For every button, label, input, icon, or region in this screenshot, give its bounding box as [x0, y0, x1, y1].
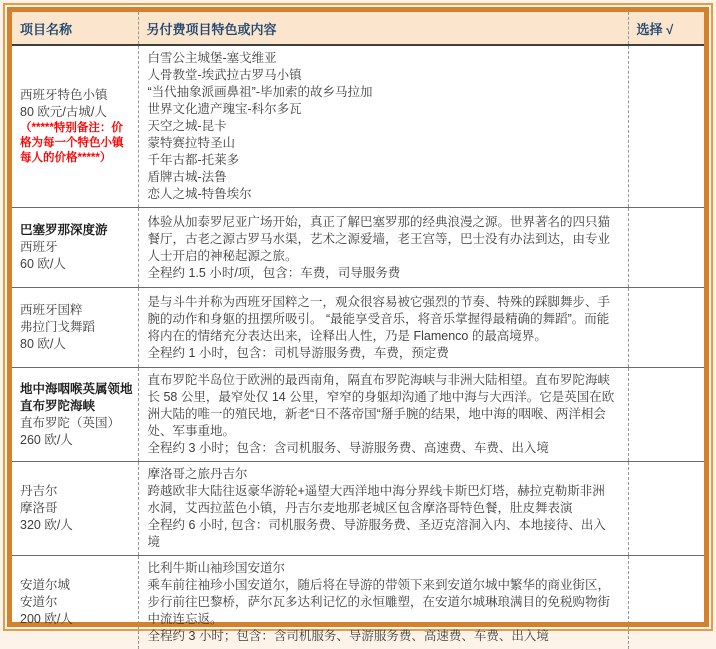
table-row: [12, 556, 704, 649]
content-line: 全程约 1 小时，包含：司机导游服务费，车费，预定费: [148, 345, 616, 362]
content-line: 是与斗牛并称为西班牙国粹之一，观众很容易被它强烈的节奏、特殊的踩脚舞步、手腕的动作和身躯的扭摆所吸引。 “最能享受音乐，将音乐掌握得最精确的舞蹈”。而能将内在的情绪充分表达出来，诠释出人性，乃是 Flamenco 的最高境界。: [148, 294, 616, 345]
content-line: 恋人之城-特鲁埃尔: [148, 186, 616, 203]
table-row: [12, 288, 704, 368]
content-line: “当代抽象派画鼻祖”-毕加索的故乡马拉加: [148, 84, 616, 101]
project-name-line: 80 欧/人: [20, 336, 133, 353]
header-item-content: 另付费项目特色或内容: [138, 12, 628, 45]
content-line: 摩洛哥之旅丹吉尔: [148, 466, 616, 483]
project-name-line: 260 欧/人: [20, 432, 133, 449]
project-content-cell: [138, 208, 628, 288]
project-name-line: 80 欧元/古城/人: [20, 104, 133, 121]
project-name-line: 摩洛哥: [20, 500, 133, 517]
project-content-cell: [138, 462, 628, 556]
project-name-line: 60 欧/人: [20, 256, 133, 273]
content-line: 全程约 3 小时；包含：含司机服务、导游服务费、高速费、车费、出入境: [148, 628, 616, 645]
project-name-line: 西班牙: [20, 239, 133, 256]
content-line: 全程约 3 小时；包含：含司机服务、导游服务费、高速费、车费、出入境: [148, 440, 616, 457]
select-cell[interactable]: [628, 288, 704, 368]
table-row: [12, 368, 704, 462]
project-name-line: 丹吉尔: [20, 483, 133, 500]
project-name-line: 安道尔城: [20, 577, 133, 594]
table-header: [12, 12, 704, 45]
content-line: 乘车前往袖珍小国安道尔，随后将在导游的带领下来到安道尔城中繁华的商业街区，步行前往巴黎桥，萨尔瓦多达利记忆的永恒雕塑，在安道尔城琳琅满目的免税购物街中流连忘返。: [148, 577, 616, 628]
project-content-cell: [138, 556, 628, 649]
content-line: 全程约 6 小时, 包含：司机服务费、导游服务费、圣迈克溶洞入内、本地接待、出入境: [148, 517, 616, 551]
select-cell[interactable]: [628, 45, 704, 208]
header-select: 选择 √: [628, 12, 704, 45]
table-row: [12, 208, 704, 288]
project-name-line: 西班牙国粹: [20, 302, 133, 319]
table-body: [12, 45, 704, 649]
header-row: [12, 12, 704, 45]
table-row: [12, 462, 704, 556]
project-name-line: 巴塞罗那深度游: [20, 222, 133, 239]
project-name-cell: [12, 556, 138, 649]
project-name-line: 地中海咽喉英属领地直布罗陀海峡: [20, 381, 133, 415]
project-name-line: 直布罗陀（英国）: [20, 415, 133, 432]
project-name-cell: [12, 208, 138, 288]
project-name-cell: [12, 288, 138, 368]
select-cell[interactable]: [628, 462, 704, 556]
project-content-cell: [138, 288, 628, 368]
select-cell[interactable]: [628, 556, 704, 649]
content-line: 白雪公主城堡-塞戈维亚: [148, 50, 616, 67]
content-line: 全程约 1.5 小时/项，包含：车费，司导服务费: [148, 265, 616, 282]
project-content-cell: [138, 368, 628, 462]
price-special-note: （*****特别备注：价格为每一个特色小镇每人的价格*****）: [20, 121, 133, 166]
content-line: 千年古都-托莱多: [148, 152, 616, 169]
project-content-cell: [138, 45, 628, 208]
content-line: 蒙特赛拉特圣山: [148, 135, 616, 152]
content-line: 体验从加泰罗尼亚广场开始，真正了解巴塞罗那的经典浪漫之源。世界著名的四只猫餐厅，古老之源古罗马水渠，艺术之源爱墙，老王宫等，巴士没有办法到达，由专业人士开启的神秘起源之旅。: [148, 214, 616, 265]
select-cell[interactable]: [628, 208, 704, 288]
project-name-line: 弗拉门戈舞蹈: [20, 319, 133, 336]
document-frame: [3, 3, 713, 631]
project-name-line: 320 欧/人: [20, 517, 133, 534]
project-name-cell: [12, 45, 138, 208]
document-frame-inner: [7, 7, 709, 627]
select-cell[interactable]: [628, 368, 704, 462]
content-line: 跨越欧非大陆往返豪华游轮+遥望大西洋地中海分界线卡斯巴灯塔，赫拉克勒斯非洲水洞，艾西拉蓝色小镇，丹吉尔麦地那老城区包含摩洛哥特色餐，肚皮舞表演: [148, 483, 616, 517]
content-line: 比利牛斯山袖珍国安道尔: [148, 560, 616, 577]
project-name-line: 安道尔: [20, 594, 133, 611]
content-line: 人骨教堂-埃武拉古罗马小镇: [148, 67, 616, 84]
project-name-cell: [12, 462, 138, 556]
content-line: 直布罗陀半岛位于欧洲的最西南角，隔直布罗陀海峡与非洲大陆相望。直布罗陀海峡长 58 公里，最窄处仅 14 公里，窄窄的身躯却沟通了地中海与大西洋。它是英国在欧洲大陆的唯一的殖民地，新老“日不落帝国“掰手腕的结果，地中海的咽喉、两洋相会处、军事重地。: [148, 372, 616, 440]
header-project-name: 项目名称: [12, 12, 138, 45]
project-name-cell: [12, 368, 138, 462]
content-line: 盾牌古城-法鲁: [148, 169, 616, 186]
project-name-line: 200 欧/人: [20, 611, 133, 628]
table-row: [12, 45, 704, 208]
project-name-line: 西班牙特色小镇: [20, 87, 133, 104]
content-line: 世界文化遗产瑰宝-科尔多瓦: [148, 101, 616, 118]
content-line: 天空之城-昆卡: [148, 118, 616, 135]
extra-pay-items-table: [12, 12, 704, 649]
